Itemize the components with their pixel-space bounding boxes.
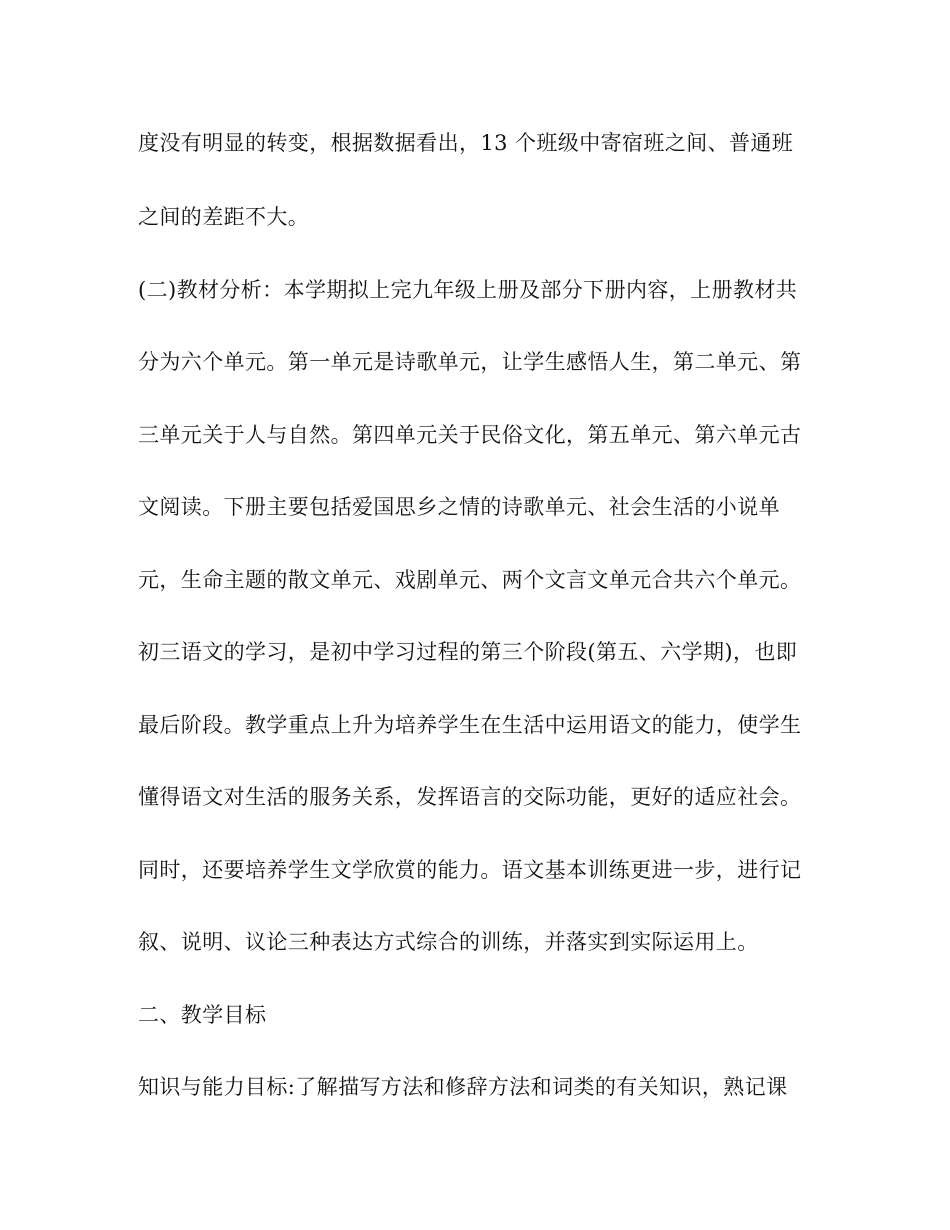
text-line-10: 懂得语文对生活的服务关系，发挥语言的交际功能，更好的适应社会。: [138, 785, 802, 809]
text-line-7: 元，生命主题的散文单元、戏剧单元、两个文言文单元合共六个单元。: [138, 568, 802, 592]
text-line-2: 之间的差距不大。: [138, 205, 310, 229]
text-line-1: 度没有明显的转变，根据数据看出，13 个班级中寄宿班之间、普通班: [138, 131, 794, 155]
text-line-5: 三单元关于人与自然。第四单元关于民俗文化，第五单元、第六单元古: [138, 423, 802, 447]
text-line-12: 叙、说明、议论三种表达方式综合的训练，并落实到实际运用上。: [138, 930, 759, 954]
text-line-3: (二)教材分析：本学期拟上完九年级上册及部分下册内容，上册教材共: [138, 278, 798, 302]
text-line-4: 分为六个单元。第一单元是诗歌单元，让学生感悟人生，第二单元、第: [138, 350, 802, 374]
text-line-14: 知识与能力目标:了解描写方法和修辞方法和词类的有关知识，熟记课: [138, 1075, 788, 1099]
text-line-6: 文阅读。下册主要包括爱国思乡之情的诗歌单元、社会生活的小说单: [138, 495, 780, 519]
section-heading: 二、教学目标: [138, 1003, 267, 1027]
text-line-9: 最后阶段。教学重点上升为培养学生在生活中运用语文的能力，使学生: [138, 713, 802, 737]
text-line-8: 初三语文的学习，是初中学习过程的第三个阶段(第五、六学期)，也即: [138, 640, 798, 664]
text-line-11: 同时，还要培养学生文学欣赏的能力。语文基本训练更进一步，进行记: [138, 858, 802, 882]
